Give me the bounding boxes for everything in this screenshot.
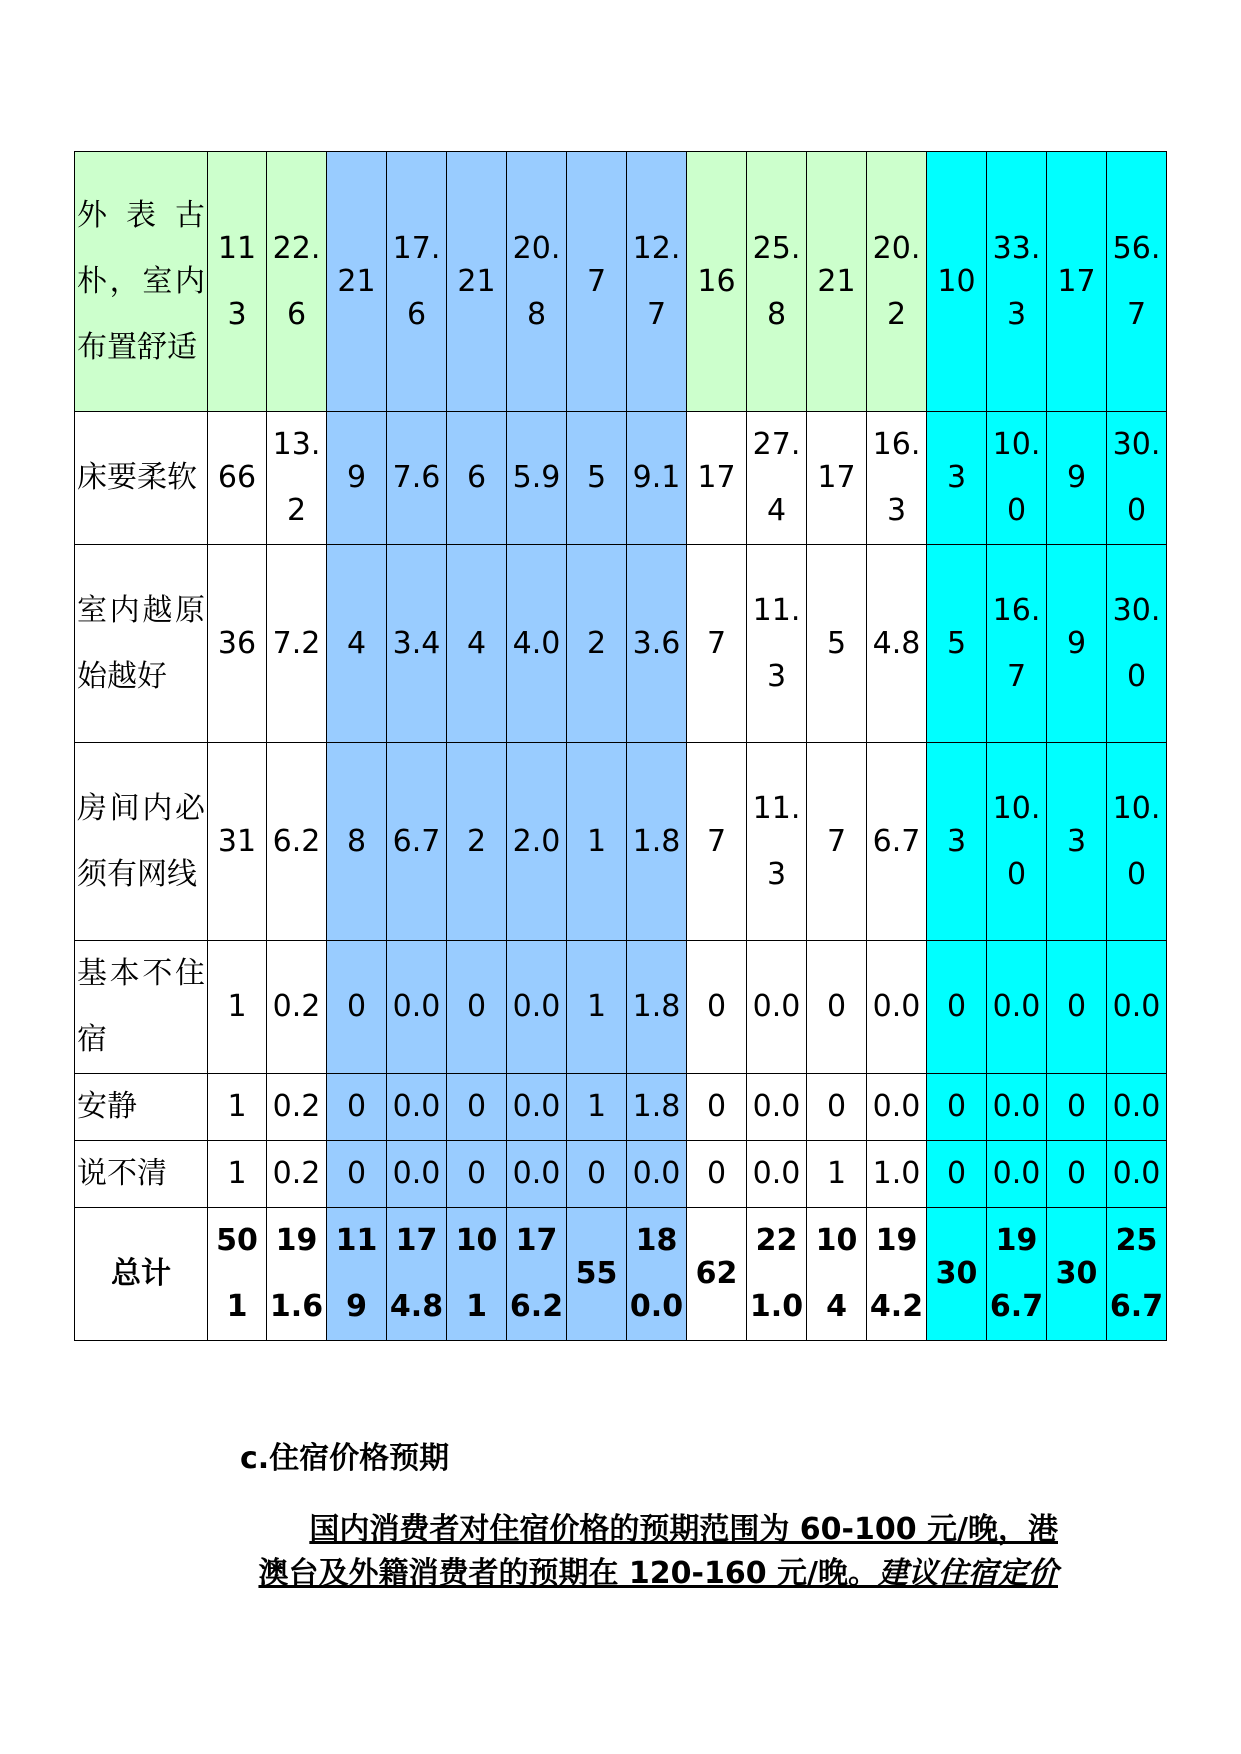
table-cell: 30: [927, 1208, 987, 1341]
table-cell: 3: [1047, 743, 1107, 941]
table-cell: 1.8: [627, 1074, 687, 1141]
table-cell: 11.3: [747, 743, 807, 941]
table-cell: 0: [687, 941, 747, 1074]
table-cell: 1: [567, 743, 627, 941]
table-row: [75, 1208, 1167, 1341]
table-cell: 0: [1047, 1074, 1107, 1141]
table-cell: 0.0: [1107, 1074, 1167, 1141]
table-cell: 6.2: [267, 743, 327, 941]
table-cell: 6: [447, 412, 507, 545]
table-cell: 180.0: [627, 1208, 687, 1341]
row-label: 房间内必须有网线: [75, 743, 208, 941]
table-cell: 25.8: [747, 152, 807, 412]
table-cell: 9: [327, 412, 387, 545]
row-label: 安静: [75, 1074, 208, 1141]
table-cell: 8: [327, 743, 387, 941]
table-cell: 0: [327, 1141, 387, 1208]
table-cell: 0.0: [867, 941, 927, 1074]
row-label: 基本不住宿: [75, 941, 208, 1074]
table-cell: 0.0: [627, 1141, 687, 1208]
table-cell: 17: [687, 412, 747, 545]
row-label: 外表古朴，室内布置舒适: [75, 152, 208, 412]
table-cell: 0.2: [267, 941, 327, 1074]
table-cell: 30.0: [1107, 412, 1167, 545]
table-cell: 196.7: [987, 1208, 1047, 1341]
table-cell: 22.6: [267, 152, 327, 412]
table-cell: 0: [807, 941, 867, 1074]
table-cell: 0: [687, 1074, 747, 1141]
table-cell: 1: [567, 1074, 627, 1141]
table-cell: 101: [447, 1208, 507, 1341]
table-cell: 33.3: [987, 152, 1047, 412]
table-cell: 0.0: [387, 941, 447, 1074]
table-cell: 0: [927, 1141, 987, 1208]
table-cell: 17.6: [387, 152, 447, 412]
table-cell: 20.2: [867, 152, 927, 412]
table-cell: 0: [327, 941, 387, 1074]
table-cell: 10.0: [1107, 743, 1167, 941]
table-cell: 27.4: [747, 412, 807, 545]
table-cell: 0: [567, 1141, 627, 1208]
table-cell: 16.7: [987, 545, 1047, 743]
paragraph-line-2-text: 澳台及外籍消费者的预期在 120-160 元/晚。: [258, 1556, 878, 1591]
table-cell: 256.7: [1107, 1208, 1167, 1341]
table-cell: 30: [1047, 1208, 1107, 1341]
table-cell: 17: [807, 412, 867, 545]
table-cell: 0.0: [747, 1074, 807, 1141]
table-cell: 1: [208, 941, 267, 1074]
table-cell: 194.2: [867, 1208, 927, 1341]
table-cell: 1: [208, 1141, 267, 1208]
table-cell: 21: [807, 152, 867, 412]
table-cell: 0: [687, 1141, 747, 1208]
table-cell: 0.0: [507, 1074, 567, 1141]
row-label: 床要柔软: [75, 412, 208, 545]
table-cell: 0.0: [387, 1141, 447, 1208]
table-cell: 0: [927, 941, 987, 1074]
table-cell: 30.0: [1107, 545, 1167, 743]
table-cell: 0.0: [1107, 941, 1167, 1074]
table-cell: 0.2: [267, 1141, 327, 1208]
table-cell: 2: [447, 743, 507, 941]
table-cell: 36: [208, 545, 267, 743]
table-cell: 0.0: [387, 1074, 447, 1141]
table-cell: 0.0: [987, 941, 1047, 1074]
table-cell: 66: [208, 412, 267, 545]
table-cell: 0: [927, 1074, 987, 1141]
table-cell: 0: [447, 1141, 507, 1208]
survey-table: [74, 151, 1167, 1341]
table-cell: 501: [208, 1208, 267, 1341]
paragraph-line-1: 国内消费者对住宿价格的预期范围为 60-100 元/晚，港: [309, 1512, 1058, 1547]
table-cell: 0: [1047, 1141, 1107, 1208]
table-cell: 0: [447, 1074, 507, 1141]
section-heading: c.住宿价格预期: [240, 1441, 450, 1476]
table-cell: 174.8: [387, 1208, 447, 1341]
table-cell: 0.0: [507, 1141, 567, 1208]
table-row: [75, 941, 1167, 1074]
table-cell: 3: [927, 743, 987, 941]
table-cell: 11.3: [747, 545, 807, 743]
table-cell: 9: [1047, 545, 1107, 743]
paragraph-line-2: [188, 1552, 1058, 1596]
table-cell: 16.3: [867, 412, 927, 545]
table-cell: 13.2: [267, 412, 327, 545]
table-cell: 10: [927, 152, 987, 412]
table-cell: 4: [327, 545, 387, 743]
table-cell: 10.0: [987, 412, 1047, 545]
table-cell: 21: [447, 152, 507, 412]
table-cell: 0: [1047, 941, 1107, 1074]
table-row: [75, 545, 1167, 743]
table-row: [75, 1141, 1167, 1208]
table-cell: 9: [1047, 412, 1107, 545]
table-cell: 21: [327, 152, 387, 412]
table-cell: 9.1: [627, 412, 687, 545]
table-cell: 191.6: [267, 1208, 327, 1341]
table-cell: 0.0: [987, 1074, 1047, 1141]
table-cell: 55: [567, 1208, 627, 1341]
table-cell: 0.0: [987, 1141, 1047, 1208]
table-cell: 1.0: [867, 1141, 927, 1208]
table-cell: 1.8: [627, 941, 687, 1074]
table-cell: 16: [687, 152, 747, 412]
table-cell: 7: [567, 152, 627, 412]
table-cell: 119: [327, 1208, 387, 1341]
table-cell: 5.9: [507, 412, 567, 545]
row-label: 说不清: [75, 1141, 208, 1208]
table-cell: 6.7: [387, 743, 447, 941]
table-cell: 221.0: [747, 1208, 807, 1341]
table-cell: 0.0: [507, 941, 567, 1074]
row-label: 总计: [75, 1208, 208, 1341]
table-cell: 5: [927, 545, 987, 743]
table-cell: 104: [807, 1208, 867, 1341]
table-cell: 1: [208, 1074, 267, 1141]
table-cell: 4: [447, 545, 507, 743]
table-cell: 3: [927, 412, 987, 545]
table-cell: 2.0: [507, 743, 567, 941]
price-expectation-paragraph: [188, 1508, 1058, 1596]
table-cell: 0: [327, 1074, 387, 1141]
table-cell: 0.2: [267, 1074, 327, 1141]
table-cell: 3.6: [627, 545, 687, 743]
table-row: [75, 152, 1167, 412]
table-row: [75, 412, 1167, 545]
table-cell: 0: [807, 1074, 867, 1141]
table-cell: 12.7: [627, 152, 687, 412]
table-cell: 113: [208, 152, 267, 412]
table-cell: 3.4: [387, 545, 447, 743]
table-row: [75, 743, 1167, 941]
table-cell: 5: [567, 412, 627, 545]
table-cell: 1.8: [627, 743, 687, 941]
table-cell: 6.7: [867, 743, 927, 941]
paragraph-emphasis: 建议住宿定价: [878, 1556, 1058, 1591]
table-cell: 10.0: [987, 743, 1047, 941]
table-cell: 2: [567, 545, 627, 743]
table-cell: 7.2: [267, 545, 327, 743]
table-cell: 4.0: [507, 545, 567, 743]
table-cell: 176.2: [507, 1208, 567, 1341]
table-row: [75, 1074, 1167, 1141]
table-cell: 1: [807, 1141, 867, 1208]
table-cell: 56.7: [1107, 152, 1167, 412]
table-cell: 0.0: [747, 1141, 807, 1208]
table-cell: 62: [687, 1208, 747, 1341]
table-cell: 1: [567, 941, 627, 1074]
table-cell: 7: [687, 743, 747, 941]
table-cell: 17: [1047, 152, 1107, 412]
table-cell: 20.8: [507, 152, 567, 412]
table-cell: 0: [447, 941, 507, 1074]
table-cell: 7: [687, 545, 747, 743]
table-cell: 0.0: [747, 941, 807, 1074]
table-cell: 5: [807, 545, 867, 743]
table-cell: 4.8: [867, 545, 927, 743]
table-cell: 0.0: [867, 1074, 927, 1141]
table-cell: 0.0: [1107, 1141, 1167, 1208]
table-cell: 31: [208, 743, 267, 941]
table-cell: 7: [807, 743, 867, 941]
row-label: 室内越原始越好: [75, 545, 208, 743]
table-cell: 7.6: [387, 412, 447, 545]
